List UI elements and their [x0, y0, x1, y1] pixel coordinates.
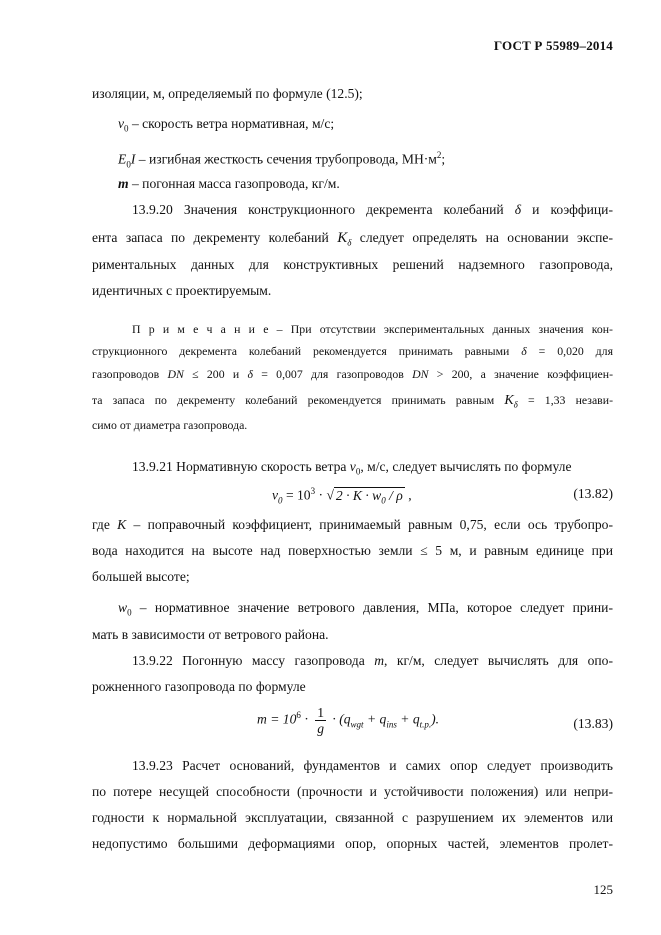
text: 13.9.21 Нормативную скорость ветра — [132, 459, 350, 474]
text-line — [92, 835, 613, 853]
eq-subscript: 0 — [381, 495, 386, 506]
text: где — [92, 517, 118, 532]
text-line — [92, 626, 613, 644]
text: 13.9.20 Значения конструкционного декремента колебаний — [132, 202, 504, 217]
text: вода находится на высоте над поверхностью земли ≤ 5 м, и равным единице при — [92, 543, 613, 558]
text-line — [92, 568, 613, 586]
text-line — [132, 458, 613, 481]
fraction — [315, 705, 326, 736]
eq-subscript: ins — [386, 719, 397, 730]
text: – изгибная жесткость сечения трубопровода, МН·м — [135, 151, 437, 167]
definition-v0 — [118, 115, 639, 138]
subscript: δ — [347, 237, 352, 248]
text: – поправочный коэффициент, принимаемый равным 0,75, если ось трубопро- — [126, 517, 613, 532]
text: > 200, а значение коэффициен- — [428, 367, 613, 381]
text: – При отсутствии экспериментальных данных значения кон- — [268, 322, 613, 336]
eq-text: 2 · K · w — [335, 487, 382, 503]
subscript: 0 — [126, 159, 131, 170]
denominator: g — [317, 721, 325, 736]
eq-text: , — [404, 487, 412, 503]
note-label: П р и м е ч а н и е — [132, 322, 269, 336]
eq-text: + q — [363, 711, 387, 727]
text: риментальных данных для конструктивных решений надземного газопровода, — [92, 257, 613, 272]
note-line — [92, 416, 613, 434]
document-header: ГОСТ Р 55989–2014 — [493, 38, 613, 53]
symbol: δ — [514, 202, 522, 217]
text-line — [92, 282, 613, 300]
text: та запаса по декременту колебаний рекомендуется принимать равным — [92, 393, 495, 407]
subscript: 0 — [355, 466, 361, 477]
text: рожненного газопровода по формуле — [92, 679, 306, 694]
symbol: m — [118, 176, 129, 191]
text: , кг/м, следует вычислять для опо- — [384, 653, 613, 668]
text: идентичных с проектируемым. — [92, 283, 272, 298]
text-line — [92, 542, 613, 560]
text: недопустимо большими деформациями опор, опорных частей, элементов пролет- — [92, 836, 613, 851]
subscript: 0 — [127, 607, 132, 618]
eq-text: · — [315, 487, 327, 503]
text: годности к нормальной эксплуатации, связанной с разрушением их элементов или — [92, 810, 613, 825]
text: = 1,33 незави- — [517, 393, 613, 407]
page-number: 125 — [593, 882, 613, 897]
text: = 0,020 для — [526, 344, 613, 358]
symbol: K — [337, 230, 348, 246]
symbol: DN — [412, 367, 429, 381]
eq-symbol: v — [272, 487, 279, 503]
text-line — [132, 652, 613, 670]
text: 13.9.22 Погонную массу газопровода — [132, 653, 375, 668]
note-line — [92, 391, 613, 413]
definition-e0i — [118, 146, 639, 173]
text-line — [118, 599, 613, 622]
symbol: DN — [167, 367, 184, 381]
text: и коэффици- — [532, 202, 613, 217]
eq-text: + q — [396, 711, 420, 727]
text: ; — [441, 151, 446, 167]
symbol: δ — [247, 367, 253, 381]
note-line — [92, 342, 613, 360]
note-line — [132, 320, 613, 338]
text-line — [92, 85, 613, 103]
text-line — [92, 783, 613, 801]
eq-text: / ρ — [385, 487, 403, 503]
symbol: m — [374, 653, 385, 668]
eq-text: = 10 — [282, 487, 311, 503]
text: , м/с, следует вычислять по формуле — [360, 459, 572, 474]
eq-subscript: t.p. — [419, 719, 432, 730]
eq-text: · — [300, 711, 313, 727]
eq-subscript: wgt — [350, 719, 364, 730]
symbol: v — [118, 116, 125, 131]
text: мать в зависимости от ветрового района. — [92, 627, 329, 642]
text: симо от диаметра газопровода. — [92, 418, 248, 432]
symbol: K — [117, 517, 127, 532]
note-line — [92, 365, 613, 383]
eq-text: ). — [431, 711, 440, 727]
symbol: K — [504, 393, 514, 408]
subscript: 0 — [124, 123, 129, 134]
text-line — [92, 516, 613, 534]
superscript: 2 — [436, 150, 442, 160]
text: – скорость ветра нормативная, м/с; — [128, 116, 335, 131]
sqrt-sign: √ — [326, 487, 334, 503]
text-line — [92, 256, 613, 274]
equation-number: (13.82) — [573, 486, 613, 501]
text-line — [92, 678, 613, 696]
symbol: I — [130, 151, 136, 167]
text: ента запаса по декременту колебаний — [92, 230, 329, 245]
numerator: 1 — [317, 705, 325, 720]
equation-13-82 — [272, 486, 412, 505]
symbol: δ — [521, 344, 527, 358]
equation-number: (13.83) — [573, 716, 613, 731]
text: следует определять на основании экспе- — [359, 230, 613, 245]
text-line — [132, 201, 613, 219]
symbol: w — [118, 600, 128, 615]
subscript: δ — [513, 399, 518, 410]
definition-m — [118, 175, 639, 193]
text: по потере несущей способности (прочности и устойчивости положения) или непри- — [92, 784, 613, 799]
text-line — [92, 229, 613, 252]
sqrt-radicand — [334, 487, 405, 506]
text: – нормативное значение ветрового давления, МПа, которое следует прини- — [131, 600, 613, 615]
symbol: E — [118, 151, 127, 167]
text: газопроводов — [92, 367, 168, 381]
equation-13-83 — [257, 705, 439, 736]
eq-superscript: 6 — [296, 710, 301, 721]
text: – погонная масса газопровода, кг/м. — [128, 176, 340, 191]
text-line — [92, 809, 613, 827]
eq-subscript: 0 — [278, 495, 283, 506]
eq-text: · (q — [329, 711, 351, 727]
text: большей высоте; — [92, 569, 190, 584]
text: 13.9.23 Расчет оснований, фундаментов и самих опор следует производить — [132, 758, 613, 773]
text: струкционного декремента колебаний рекомендуется принимать равными — [92, 344, 510, 358]
text: = 0,007 для газопроводов — [252, 367, 413, 381]
text: изоляции, м, определяемый по формуле (12.5); — [92, 86, 363, 101]
text: ≤ 200 и — [183, 367, 248, 381]
eq-superscript: 3 — [310, 486, 316, 496]
eq-text: m = 10 — [257, 711, 297, 727]
symbol: v — [349, 459, 356, 474]
text-line — [132, 757, 613, 775]
